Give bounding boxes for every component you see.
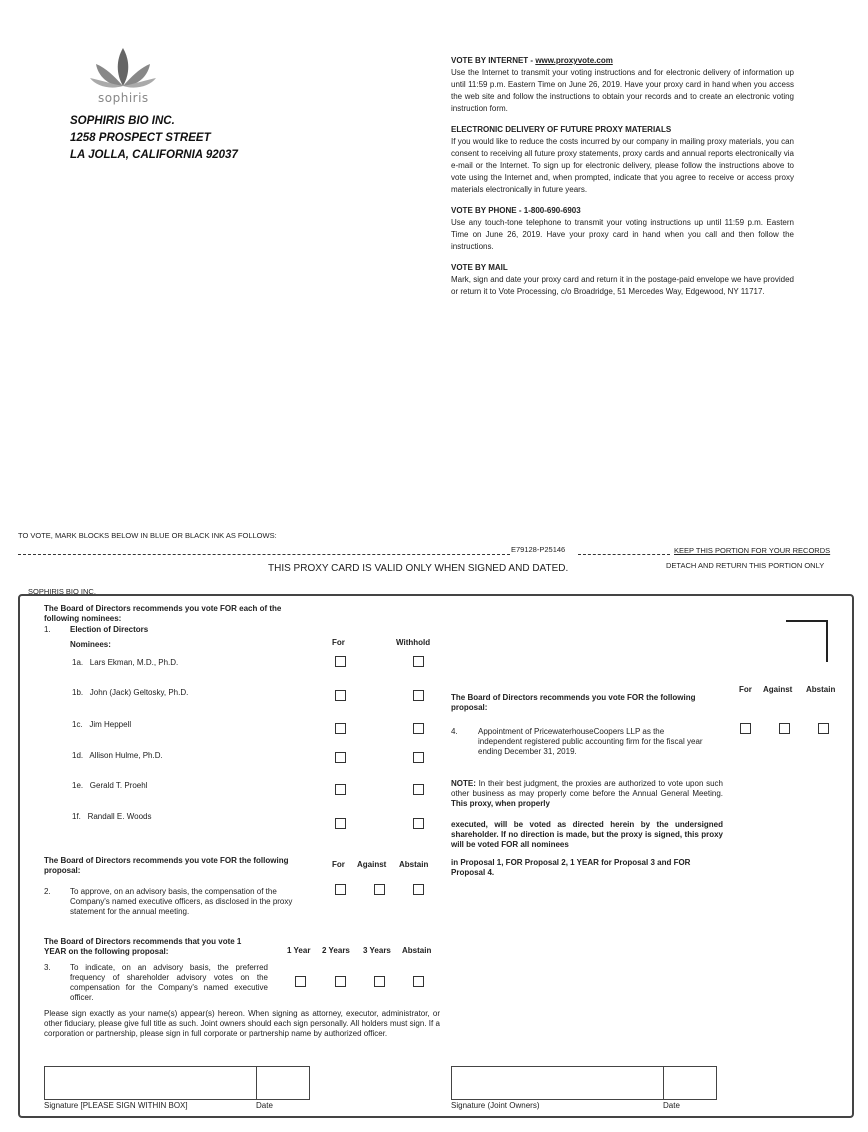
rec-proposal-3: The Board of Directors recommends that you vote 1 YEAR on the following proposal:	[44, 937, 242, 956]
registration-mark	[786, 620, 828, 662]
p1-title: Election of Directors	[70, 625, 149, 634]
p2-col-for: For	[332, 860, 345, 869]
p2-col-abstain: Abstain	[399, 860, 429, 869]
checkbox-p3-2-years[interactable]	[335, 976, 346, 987]
checkbox-1c-withhold[interactable]	[413, 723, 424, 734]
col-withhold: Withhold	[396, 638, 431, 647]
sophiris-logo-icon	[88, 44, 158, 92]
phone-title: VOTE BY PHONE - 1-800-690-6903	[451, 206, 581, 215]
joint-signature-box[interactable]	[451, 1066, 664, 1100]
p2-text: To approve, on an advisory basis, the compensation of the Company's named executive officers, as disclosed in the proxy statement for the annual meeting.	[70, 887, 293, 916]
mail-title: VOTE BY MAIL	[451, 263, 508, 272]
control-code: E79128-P25146	[511, 545, 566, 554]
checkbox-1c-for[interactable]	[335, 723, 346, 734]
nominee-1e: 1e. Gerald T. Proehl	[72, 781, 148, 790]
rec-proposal-4: The Board of Directors recommends you vote FOR the following proposal:	[451, 693, 696, 712]
checkbox-1b-for[interactable]	[335, 690, 346, 701]
col-1-year: 1 Year	[287, 946, 311, 955]
nominees-label: Nominees:	[70, 640, 111, 649]
col-for: For	[332, 638, 345, 647]
detach-label: DETACH AND RETURN THIS PORTION ONLY	[666, 561, 825, 570]
checkbox-1a-withhold[interactable]	[413, 656, 424, 667]
joint-date-label: Date	[663, 1101, 680, 1110]
checkbox-p4-against[interactable]	[779, 723, 790, 734]
checkbox-1d-for[interactable]	[335, 752, 346, 763]
checkbox-p3-abstain[interactable]	[413, 976, 424, 987]
joint-date-box[interactable]	[663, 1066, 717, 1100]
tear-line-mid	[578, 554, 670, 555]
logo-wordmark: sophiris	[98, 91, 149, 105]
nominee-1a: 1a. Lars Ekman, M.D., Ph.D.	[72, 658, 179, 667]
checkbox-p4-for[interactable]	[740, 723, 751, 734]
checkbox-p2-abstain[interactable]	[413, 884, 424, 895]
company-street: 1258 PROSPECT STREET	[70, 132, 211, 144]
proxy-note: NOTE: In their best judgment, the proxies are authorized to vote upon such other business as may properly come before the Annual General Meeting. This proxy, when properly	[451, 779, 723, 808]
col-3-years: 3 Years	[363, 946, 391, 955]
proxy-note-end: in Proposal 1, FOR Proposal 2, 1 YEAR for Proposal 3 and FOR Proposal 4.	[451, 858, 691, 877]
nominee-1b: 1b. John (Jack) Geltosky, Ph.D.	[72, 688, 189, 697]
rec-proposal-1: The Board of Directors recommends you vote FOR each of the following nominees:	[44, 604, 282, 623]
tear-line-left	[18, 554, 510, 555]
company-small: SOPHIRIS BIO INC.	[28, 587, 96, 594]
proxy-note-cont: executed, will be voted as directed herein by the undersigned shareholder. If no direction is made, but the proxy is signed, this proxy will be voted FOR all nominees	[451, 820, 723, 849]
edelivery-title: ELECTRONIC DELIVERY OF FUTURE PROXY MATERIALS	[451, 125, 672, 134]
internet-title: VOTE BY INTERNET -	[451, 56, 536, 65]
checkbox-1e-withhold[interactable]	[413, 784, 424, 795]
p4-text: Appointment of PricewaterhouseCoopers LLP as the independent registered public accounting firm for the fiscal year ending December 31, 2019.	[478, 727, 703, 756]
checkbox-p2-against[interactable]	[374, 884, 385, 895]
p2-num: 2.	[44, 887, 51, 896]
checkbox-1f-for[interactable]	[335, 818, 346, 829]
p4-num: 4.	[451, 727, 458, 736]
p4-col-for: For	[739, 685, 752, 694]
col-2-years: 2 Years	[322, 946, 350, 955]
p4-col-abstain: Abstain	[806, 685, 836, 694]
keep-portion-label: KEEP THIS PORTION FOR YOUR RECORDS	[674, 546, 831, 555]
rec-proposal-2: The Board of Directors recommends you vote FOR the following proposal:	[44, 856, 289, 875]
checkbox-p3-1-year[interactable]	[295, 976, 306, 987]
mail-text: Mark, sign and date your proxy card and return it in the postage-paid envelope we have provided or return it to Vote Processing, c/o Broadridge, 51 Mercedes Way, Edgewood, NY 11717.	[451, 275, 794, 296]
company-name: SOPHIRIS BIO INC.	[70, 115, 175, 127]
proxyvote-link[interactable]: www.proxyvote.com	[535, 56, 613, 65]
company-city: LA JOLLA, CALIFORNIA 92037	[70, 149, 238, 161]
p3-text: To indicate, on an advisory basis, the preferred frequency of shareholder advisory votes on the compensation for the Company's named executive officer.	[70, 963, 268, 1002]
date-label: Date	[256, 1101, 273, 1110]
checkbox-p2-for[interactable]	[335, 884, 346, 895]
signature-box[interactable]	[44, 1066, 257, 1100]
edelivery-text: If you would like to reduce the costs incurred by our company in mailing proxy materials, you can consent to receiving all future proxy statements, proxy cards and annual reports electronically via e-mail or the Internet. To sign up for electronic delivery, please follow the instructions above to vote using the Internet and, when prompted, indicate that you agree to receive or access proxy materials electronically in future years.	[451, 137, 794, 194]
proxy-card	[18, 594, 854, 1118]
checkbox-1b-withhold[interactable]	[413, 690, 424, 701]
checkbox-p3-3-years[interactable]	[374, 976, 385, 987]
checkbox-p4-abstain[interactable]	[818, 723, 829, 734]
checkbox-1f-withhold[interactable]	[413, 818, 424, 829]
phone-text: Use any touch-tone telephone to transmit your voting instructions up until 11:59 p.m. Eastern Time on June 26, 2019. Have your proxy card in hand when you call and then follow the instructions.	[451, 218, 794, 251]
date-box[interactable]	[256, 1066, 310, 1100]
nominee-1d: 1d. Allison Hulme, Ph.D.	[72, 751, 163, 760]
nominee-1f: 1f. Randall E. Woods	[72, 812, 152, 821]
checkbox-1d-withhold[interactable]	[413, 752, 424, 763]
p3-num: 3.	[44, 963, 51, 972]
valid-notice: THIS PROXY CARD IS VALID ONLY WHEN SIGNED AND DATED.	[268, 563, 569, 574]
joint-signature-label: Signature (Joint Owners)	[451, 1101, 540, 1110]
signature-label: Signature [PLEASE SIGN WITHIN BOX]	[44, 1101, 188, 1110]
p1-num: 1.	[44, 625, 51, 634]
internet-text: Use the Internet to transmit your voting instructions and for electronic delivery of information up until 11:59 p.m. Eastern Time on June 26, 2019. Have your proxy card in hand when you access the web site and follow the instructions to obtain your records and to create an electronic voting instruction form.	[451, 68, 794, 113]
p3-col-abstain: Abstain	[402, 946, 432, 955]
checkbox-1e-for[interactable]	[335, 784, 346, 795]
checkbox-1a-for[interactable]	[335, 656, 346, 667]
mark-instruction: TO VOTE, MARK BLOCKS BELOW IN BLUE OR BLACK INK AS FOLLOWS:	[18, 531, 277, 540]
company-address	[70, 113, 238, 164]
signing-instructions: Please sign exactly as your name(s) appear(s) hereon. When signing as attorney, executor, administrator, or other fiduciary, please give full title as such. Joint owners should each sign personally. All holders must sign. If a corporation or partnership, please sign in full corporate or partnership name by authorized officer.	[44, 1009, 440, 1038]
nominee-1c: 1c. Jim Heppell	[72, 720, 132, 729]
p4-col-against: Against	[763, 685, 793, 694]
voting-instructions	[451, 55, 794, 298]
p2-col-against: Against	[357, 860, 387, 869]
